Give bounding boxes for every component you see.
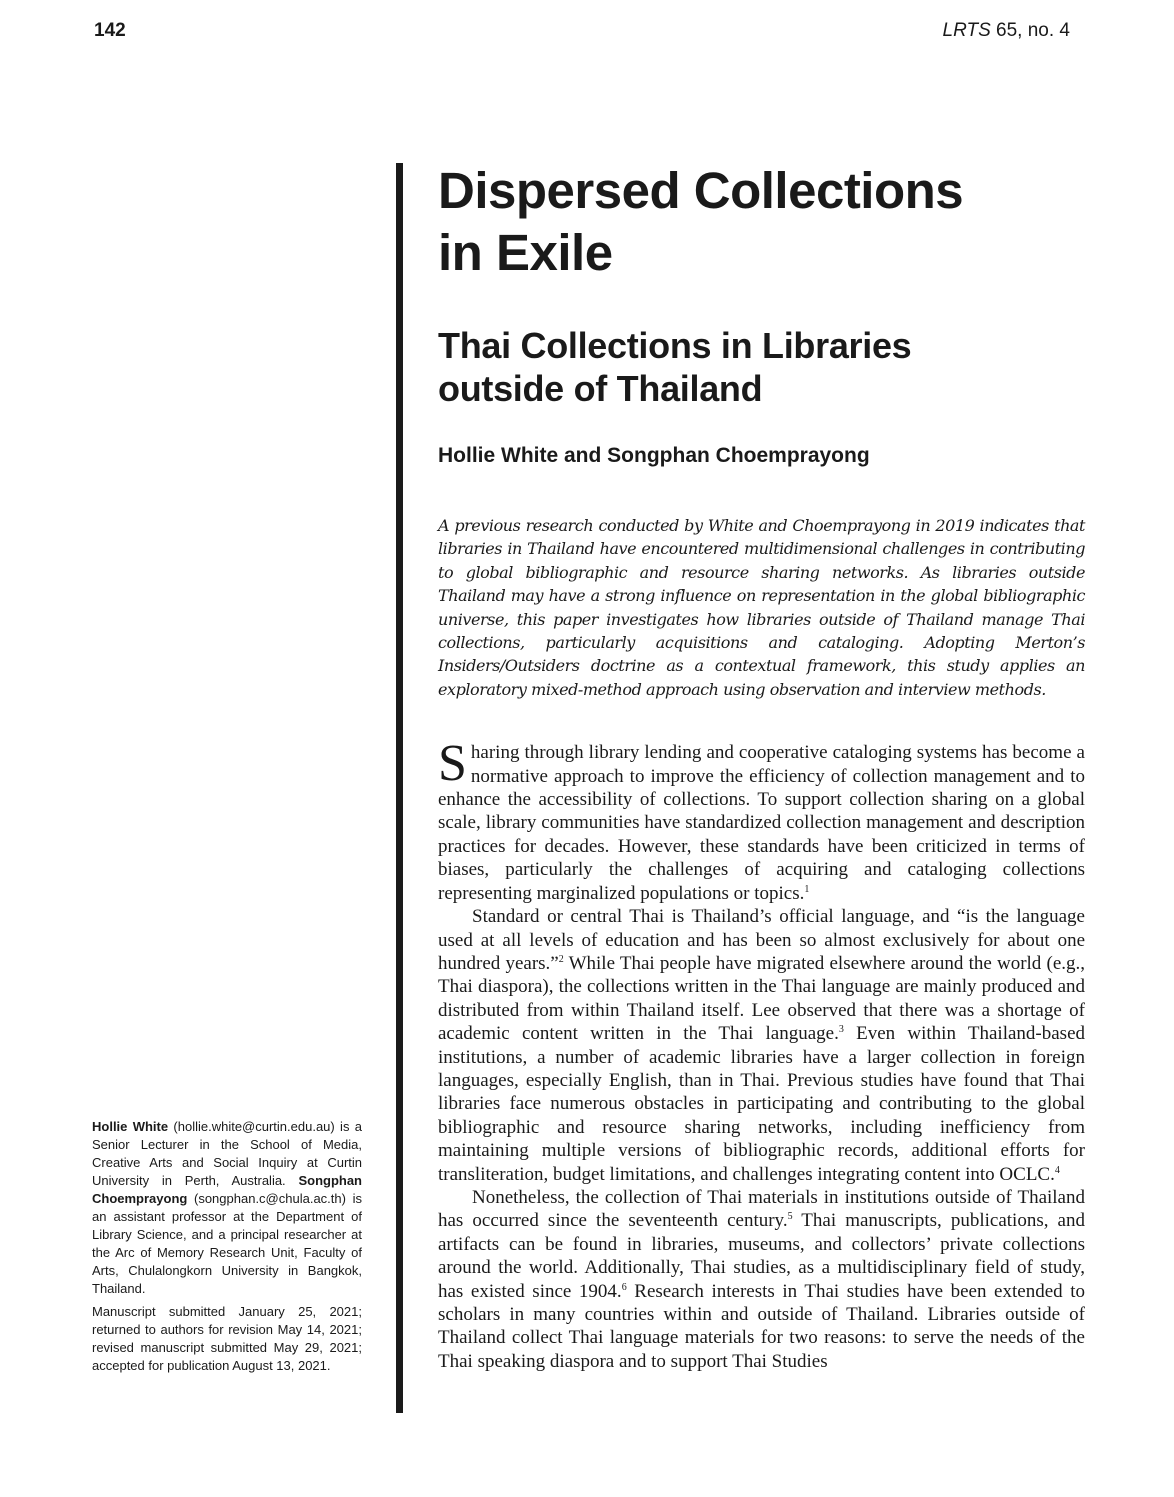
p2-text-b: While Thai people have migrated elsewhere around the world (e.g., Thai diaspora), the collections written in the Thai language are mainly produced and distributed from within Thailand itself. Lee observed that there was a shortage of academic content written in the Thai language. <box>438 952 1086 1045</box>
article-title <box>438 160 1085 284</box>
body-paragraph-1 <box>438 735 1085 905</box>
p3-text-a: Nonetheless, the collection of Thai materials in institutions outside of Thailand has occurred since the seventeenth century. <box>438 1186 1085 1232</box>
drop-cap: S <box>438 735 467 793</box>
footnote-ref-3[interactable]: 3 <box>838 1024 844 1036</box>
author2-name: Songphan Choemprayong <box>92 1173 362 1206</box>
journal-name: LRTS <box>942 20 991 41</box>
p3-text-b: Thai manuscripts, publications, and artifacts can be found in libraries, museums, and collectors’ private collections around the world. Additionally, Thai studies, as a multidisciplinary field of study, has existed since 1904. <box>438 1210 1085 1302</box>
p2-text-c: Even within Thailand-based institutions, a number of academic libraries have a larger collection in foreign languages, especially English, than in Thai. Previous studies have found that Thai libraries face numerous obstacles in participating and contributing to the global bibliographic and resource sharing networks, including inefficiency from maintaining multiple versions of bibliographic records, additional efforts for transliteration, budget limitations, and challenges integrating content into OCLC. <box>438 1023 1086 1185</box>
volume-issue: 65, no. 4 <box>996 20 1070 41</box>
author-sidebar <box>92 1118 362 1380</box>
article-column <box>438 160 1085 1373</box>
body-paragraph-2 <box>438 905 1085 1186</box>
author-byline: Hollie White and Songphan Choemprayong <box>438 444 870 467</box>
title-line-2: in Exile <box>438 224 613 281</box>
footnote-ref-5[interactable]: 5 <box>787 1211 793 1223</box>
footnote-ref-4[interactable]: 4 <box>1054 1164 1060 1176</box>
title-line-1: Dispersed Collections <box>438 162 964 219</box>
manuscript-history: Manuscript submitted January 25, 2021; returned to authors for revision May 14, 2021; revised manuscript submitted May 29, 2021; accepted for publication August 13, 2021. <box>92 1304 362 1373</box>
abstract: A previous research conducted by White and Choemprayong in 2019 indicates that libraries in Thailand have encountered multidimensional challenges in contributing to global bibliographic and resource sharing networks. As libraries outside Thailand may have a strong influence on representation in the global bibliographic universe, this paper investigates how libraries outside of Thailand manage Thai collections, particularly acquisitions and cataloging. Adopting Merton’s Insiders/Outsiders doctrine as a contextual framework, this study applies an exploratory mixed-method approach using observation and interview methods. <box>438 516 1085 699</box>
running-head <box>943 20 1070 42</box>
footnote-ref-1[interactable]: 1 <box>804 883 810 895</box>
author1-bio: (hollie.white@curtin.edu.au) is a Senior Lecturer in the School of Media, Creative Arts and Social Inquiry at Curtin University in Perth, Australia. <box>92 1119 362 1188</box>
footnote-ref-2[interactable]: 2 <box>558 953 564 965</box>
footnote-ref-6[interactable]: 6 <box>621 1281 627 1293</box>
p3-text-c: Research interests in Thai studies have been extended to scholars in many countries within and outside of Thailand. Libraries outside of Thailand collect Thai language materials for two reasons: to serve the needs of the Thai speaking diaspora and to support Thai Studies <box>438 1280 1085 1372</box>
author1-name: Hollie White <box>92 1119 169 1134</box>
vertical-rule <box>396 163 403 1413</box>
author2-bio: (songphan.c@chula.ac.th) is an assistant professor at the Department of Library Science, and a principal researcher at the Arc of Memory Research Unit, Faculty of Arts, Chulalongkorn University in Bangkok, Thailand. <box>92 1191 362 1296</box>
body-paragraph-3 <box>438 1186 1085 1373</box>
body-text <box>438 735 1086 1373</box>
p1-text: haring through library lending and cooperative cataloging systems has become a normative approach to improve the efficiency of collection management and to enhance the accessibility of collections. To support collection sharing on a global scale, library communities have standardized collection management and description practices for decades. However, these standards have been criticized in terms of biases, particularly the challenges of acquiring and cataloging collections representing marginalized populations or topics. <box>438 742 1085 904</box>
page-number: 142 <box>94 20 126 41</box>
subtitle-line-1: Thai Collections in Libraries <box>438 325 912 366</box>
author-bios <box>92 1118 362 1298</box>
subtitle-line-2: outside of Thailand <box>438 368 763 409</box>
p2-text-a: Standard or central Thai is Thailand’s official language, and “is the language used at all levels of education and has been so almost exclusively for about one hundred years.” <box>438 906 1085 974</box>
article-subtitle <box>438 324 1085 410</box>
